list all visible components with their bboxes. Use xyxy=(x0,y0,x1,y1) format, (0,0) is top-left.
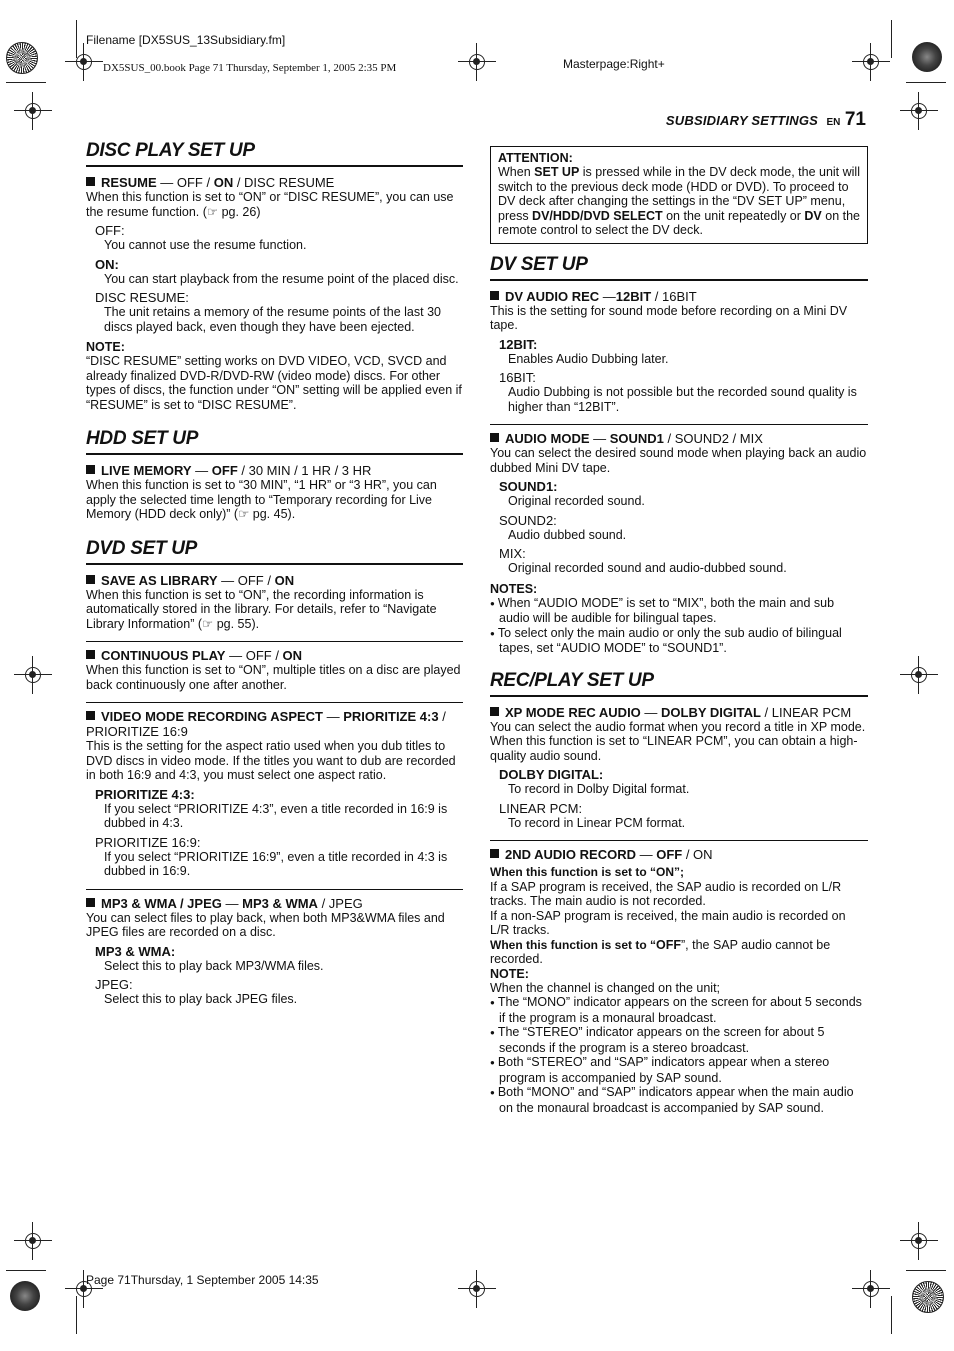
hdd-setup-title: HDD SET UP xyxy=(86,428,463,455)
note-bullet: ● Both “MONO” and “SAP” indicators appear when the main audio on the monaural broadcast is accompanied by SAP sound. xyxy=(490,1085,868,1115)
section-title: SUBSIDIARY SETTINGS xyxy=(665,113,819,128)
option-label: JPEG: xyxy=(95,977,133,992)
aspect-heading: VIDEO MODE RECORDING ASPECT — PRIORITIZE 4:3 / PRIORITIZE 16:9 xyxy=(86,709,446,739)
option-label: MIX: xyxy=(499,546,526,561)
option-description: Select this to play back JPEG files. xyxy=(104,992,298,1006)
square-bullet-icon xyxy=(490,433,499,442)
save-library-setting xyxy=(86,573,463,632)
option-label: 16BIT: xyxy=(499,370,536,385)
square-bullet-icon xyxy=(86,898,95,907)
dv-audio-rec-heading: DV AUDIO REC —12BIT / 16BIT xyxy=(490,289,868,304)
option-label: LINEAR PCM: xyxy=(499,800,583,816)
note-bullet: ● The “STEREO” indicator appears on the screen for about 5 seconds if the program is a stereo broadcast. xyxy=(490,1025,868,1055)
trim-mark xyxy=(76,20,77,58)
crosshair-icon xyxy=(900,656,938,694)
dv-audio-rec-description: This is the setting for sound mode before recording on a Mini DV tape. xyxy=(490,303,848,332)
mp3-jpeg-description: You can select files to play back, when both MP3&WMA files and JPEG files are recorded on a disc. xyxy=(86,910,445,939)
filename-label: Filename [DX5SUS_13Subsidiary.fm] xyxy=(86,33,286,47)
option-description: To record in Linear PCM format. xyxy=(508,815,686,830)
attention-heading: ATTENTION: xyxy=(498,151,573,165)
audio-mode-setting xyxy=(490,424,868,656)
option-label: MP3 & WMA: xyxy=(95,943,176,959)
option-description: Audio Dubbing is not possible but the recorded sound quality is higher than “12BIT”. xyxy=(508,385,857,414)
registration-star-icon xyxy=(6,42,38,74)
page-number: 71 xyxy=(844,109,866,130)
crosshair-icon xyxy=(458,43,496,81)
registration-disk-icon xyxy=(912,42,942,72)
right-column xyxy=(490,146,868,1115)
crosshair-icon xyxy=(14,1222,52,1260)
continuous-play-heading: CONTINUOUS PLAY — OFF / ON xyxy=(86,648,463,663)
audio-mode-heading: AUDIO MODE — SOUND1 / SOUND2 / MIX xyxy=(490,431,868,446)
trim-mark xyxy=(891,20,892,58)
registration-star-icon xyxy=(912,1281,944,1313)
on-heading: When this function is set to “ON”; xyxy=(490,865,684,879)
save-library-description: When this function is set to “ON”, the recording information is automatically stored in the library. For details, refer to “Navigate Library Information” (☞ pg. 55). xyxy=(86,587,437,631)
note-bullet: ● When “AUDIO MODE” is set to “MIX”, both the main and sub audio will be audible for bilingual tapes. xyxy=(490,596,868,626)
save-library-heading: SAVE AS LIBRARY — OFF / ON xyxy=(86,573,463,588)
square-bullet-icon xyxy=(86,650,95,659)
resume-description: When this function is set to “ON” or “DISC RESUME”, you can use the resume function. (☞ pg. 26) xyxy=(86,190,454,219)
trim-mark xyxy=(906,82,946,83)
crosshair-icon xyxy=(852,43,890,81)
attention-box xyxy=(490,146,868,244)
trim-mark xyxy=(6,82,46,83)
trim-mark xyxy=(76,1296,77,1334)
footer-text: Page 71Thursday, 1 September 2005 14:35 xyxy=(86,1273,319,1287)
crosshair-icon xyxy=(852,1270,890,1308)
on-text: If a non-SAP program is received, the main audio is recorded on L/R tracks. xyxy=(490,908,846,937)
running-header xyxy=(666,109,866,131)
note-bullet: ● The “MONO” indicator appears on the screen for about 5 seconds if the program is a monaural broadcast. xyxy=(490,995,868,1025)
option-label: DOLBY DIGITAL: xyxy=(499,767,604,782)
option-description: You can start playback from the resume point of the placed disc. xyxy=(104,271,459,286)
option-description: Audio dubbed sound. xyxy=(508,527,627,542)
resume-heading: RESUME — OFF / ON / DISC RESUME xyxy=(86,175,463,190)
option-description: Original recorded sound. xyxy=(508,494,645,508)
rec-play-setup-title: REC/PLAY SET UP xyxy=(490,670,868,697)
option-label: ON: xyxy=(95,256,119,272)
option-description: Original recorded sound and audio-dubbed sound. xyxy=(508,561,787,575)
off-text: When this function is set to “OFF”, the SAP audio cannot be recorded. xyxy=(490,937,831,966)
xp-audio-heading: XP MODE REC AUDIO — DOLBY DIGITAL / LINEAR PCM xyxy=(490,705,868,720)
continuous-play-setting xyxy=(86,641,463,692)
masterpage-label: Masterpage:Right+ xyxy=(563,57,665,71)
option-label: PRIORITIZE 16:9: xyxy=(95,834,201,850)
live-memory-heading: LIVE MEMORY — OFF / 30 MIN / 1 HR / 3 HR xyxy=(86,463,463,478)
xp-audio-setting xyxy=(490,705,868,831)
registration-disk-icon xyxy=(10,1281,40,1311)
xp-audio-description: You can select the audio format when you record a title in XP mode. When this function is set to “LINEAR PCM”, you can obtain a high-quality audio sound. xyxy=(490,719,866,763)
crosshair-icon xyxy=(14,92,52,130)
live-memory-setting xyxy=(86,463,463,522)
square-bullet-icon xyxy=(490,707,499,716)
attention-text: When SET UP is pressed while in the DV deck mode, the unit will switch to the previous deck mode (HDD or DVD). To proceed to DV deck after changing the settings in the “DV SET UP” menu, press DV/HDD/DVD SELECT on the unit repeatedly or DV on the remote control to select the DV deck. xyxy=(498,165,860,237)
option-description: If you select “PRIORITIZE 16:9”, even a title recorded in 4:3 is dubbed in 16:9. xyxy=(104,849,448,878)
crosshair-icon xyxy=(14,656,52,694)
trim-mark xyxy=(6,1270,46,1271)
mp3-jpeg-heading: MP3 & WMA / JPEG — MP3 & WMA / JPEG xyxy=(86,896,463,911)
aspect-setting xyxy=(86,702,463,879)
left-column xyxy=(86,140,463,1007)
crosshair-icon xyxy=(458,1270,496,1308)
option-description: To record in Dolby Digital format. xyxy=(508,782,690,796)
live-memory-description: When this function is set to “30 MIN”, “1 HR” or “3 HR”, you can apply the selected time length to “Temporary recording for Live Memory (HDD deck only)” (☞ pg. 45). xyxy=(86,478,437,521)
lang-label: EN xyxy=(826,117,841,128)
aspect-description: This is the setting for the aspect ratio used when you dub titles to DVD discs in video mode. If the titles you want to dub are recorded in both 16:9 and 4:3, you must select one aspect ratio. xyxy=(86,739,456,782)
option-label: PRIORITIZE 4:3: xyxy=(95,786,195,802)
dv-setup-title: DV SET UP xyxy=(490,254,868,281)
note-heading: NOTE: xyxy=(86,340,125,354)
continuous-play-description: When this function is set to “ON”, multiple titles on a disc are played back continuously one after another. xyxy=(86,663,461,692)
option-label: OFF: xyxy=(95,223,125,238)
on-text: If a SAP program is received, the SAP audio is recorded on L/R tracks. The main audio is not recorded. xyxy=(490,879,842,908)
note-intro: When the channel is changed on the unit; xyxy=(490,980,721,995)
square-bullet-icon xyxy=(490,849,499,858)
crosshair-icon xyxy=(900,1222,938,1260)
option-description: The unit retains a memory of the resume points of the last 30 discs played back, even though they have been ejected. xyxy=(104,305,441,334)
option-description: If you select “PRIORITIZE 4:3”, even a title recorded in 16:9 is dubbed in 4:3. xyxy=(104,801,448,830)
resume-setting xyxy=(86,175,463,412)
square-bullet-icon xyxy=(86,177,95,186)
audio-mode-description: You can select the desired sound mode when playing back an audio dubbed Mini DV tape. xyxy=(490,446,867,475)
note-heading: NOTE: xyxy=(490,966,529,981)
disc-play-setup-title: DISC PLAY SET UP xyxy=(86,140,463,167)
trim-mark xyxy=(891,1296,892,1334)
book-info: DX5SUS_00.book Page 71 Thursday, September 1, 2005 2:35 PM xyxy=(103,62,397,74)
square-bullet-icon xyxy=(86,575,95,584)
crosshair-icon xyxy=(900,92,938,130)
second-audio-heading: 2ND AUDIO RECORD — OFF / ON xyxy=(490,847,868,862)
trim-mark xyxy=(906,1270,946,1271)
note-bullet: ● Both “STEREO” and “SAP” indicators appear when a stereo program is accompanied by SAP sound. xyxy=(490,1055,868,1085)
notes-heading: NOTES: xyxy=(490,581,538,596)
dv-audio-rec-setting xyxy=(490,289,868,415)
option-label: 12BIT: xyxy=(499,336,538,352)
crosshair-icon xyxy=(65,43,103,81)
square-bullet-icon xyxy=(490,291,499,300)
note-text: “DISC RESUME” setting works on DVD VIDEO, VCD, SVCD and already finalized DVD-R/DVD-RW (video mode) discs. For other types of discs, the function under “ON” setting will be applied even if “RESUME” is set to “DISC RESUME”. xyxy=(86,354,462,412)
option-description: You cannot use the resume function. xyxy=(104,238,307,252)
square-bullet-icon xyxy=(86,465,95,474)
mp3-jpeg-setting xyxy=(86,889,463,1007)
square-bullet-icon xyxy=(86,711,95,720)
dvd-setup-title: DVD SET UP xyxy=(86,538,463,565)
option-label: SOUND2: xyxy=(499,512,557,528)
option-description: Select this to play back MP3/WMA files. xyxy=(104,958,324,973)
second-audio-setting xyxy=(490,840,868,1115)
note-bullet: ● To select only the main audio or only the sub audio of bilingual tapes, set “AUDIO MODE” to “SOUND1”. xyxy=(490,626,868,656)
option-label: DISC RESUME: xyxy=(95,290,189,305)
option-description: Enables Audio Dubbing later. xyxy=(508,351,669,366)
option-label: SOUND1: xyxy=(499,479,558,494)
